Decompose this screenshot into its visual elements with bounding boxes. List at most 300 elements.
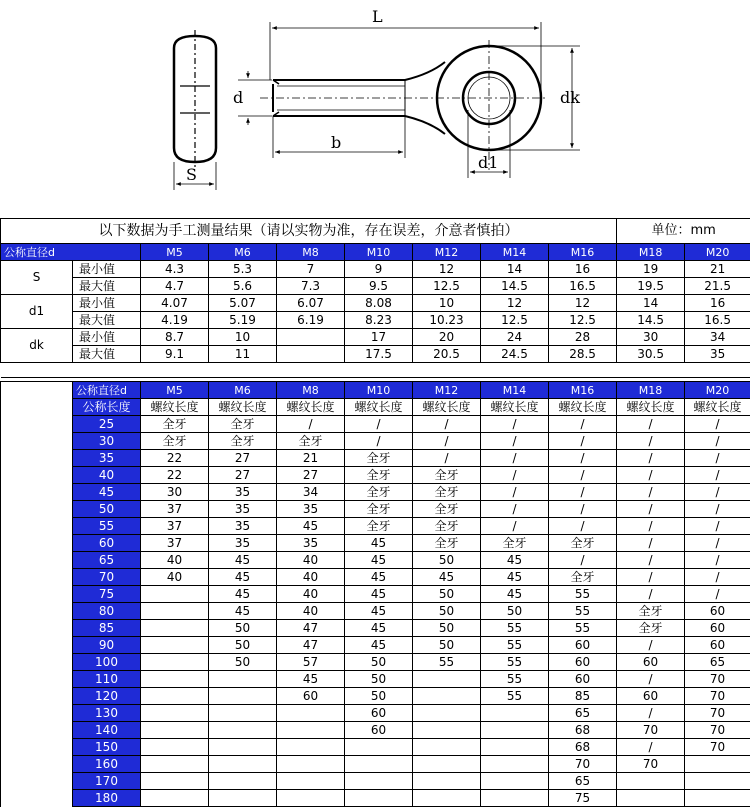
table-cell — [141, 586, 209, 603]
table-cell — [277, 329, 345, 346]
table-cell: 50 — [413, 637, 481, 654]
table-cell — [481, 756, 549, 773]
empty-margin — [1, 467, 73, 484]
thread-length-header: 螺纹长度 — [141, 399, 209, 416]
table-cell: 50 — [413, 603, 481, 620]
size-header: M8 — [277, 382, 345, 399]
table-cell: 45 — [209, 586, 277, 603]
table-cell — [345, 790, 413, 807]
length-value: 150 — [73, 739, 141, 756]
table-row — [1, 450, 750, 467]
table-cell: 21 — [277, 450, 345, 467]
table-cell: 12.5 — [413, 278, 481, 295]
table-cell: / — [617, 501, 685, 518]
table-cell: 全牙 — [413, 501, 481, 518]
table-cell: / — [345, 416, 413, 433]
table-cell: / — [549, 518, 617, 535]
table-cell — [209, 790, 277, 807]
table-cell: 30.5 — [617, 346, 685, 363]
table-row — [1, 586, 750, 603]
table-cell: / — [277, 416, 345, 433]
row-label: 最大值 — [73, 312, 141, 329]
row-label: 最大值 — [73, 346, 141, 363]
header-label: 公称直径d — [73, 382, 141, 399]
table-cell — [141, 637, 209, 654]
table-cell — [685, 773, 750, 790]
table-cell: 10 — [209, 329, 277, 346]
table-cell: 22 — [141, 450, 209, 467]
table-cell: 21.5 — [685, 278, 750, 295]
table-cell: 全牙 — [209, 433, 277, 450]
table-cell — [413, 790, 481, 807]
length-value: 130 — [73, 705, 141, 722]
table-cell: 45 — [413, 569, 481, 586]
table-cell: 45 — [345, 637, 413, 654]
table-cell — [617, 790, 685, 807]
table-row — [1, 416, 750, 433]
table-cell: 5.3 — [209, 261, 277, 278]
table-row — [1, 722, 750, 739]
table-cell: 6.07 — [277, 295, 345, 312]
table-cell: 60 — [345, 722, 413, 739]
table-cell: 45 — [345, 569, 413, 586]
table-cell: 全牙 — [549, 535, 617, 552]
length-value: 120 — [73, 688, 141, 705]
table-cell: 60 — [549, 637, 617, 654]
table-cell: 全牙 — [345, 467, 413, 484]
sub-header-row — [1, 399, 750, 416]
table-cell — [277, 773, 345, 790]
table-cell: 全牙 — [413, 467, 481, 484]
table-cell — [277, 756, 345, 773]
table-cell — [345, 756, 413, 773]
table-cell — [277, 346, 345, 363]
table-cell: / — [413, 450, 481, 467]
table-cell: 14.5 — [481, 278, 549, 295]
table-cell: 21 — [685, 261, 750, 278]
spacer-row — [1, 363, 750, 378]
table-cell — [209, 705, 277, 722]
dim-label-S: S — [186, 165, 197, 184]
table-row — [1, 278, 750, 295]
length-value: 160 — [73, 756, 141, 773]
table-cell: 50 — [413, 552, 481, 569]
table-cell: 55 — [549, 603, 617, 620]
table-cell: / — [617, 535, 685, 552]
table-cell: / — [685, 467, 750, 484]
table-cell: 68 — [549, 722, 617, 739]
table-cell: 全牙 — [345, 450, 413, 467]
table-cell: 8.23 — [345, 312, 413, 329]
table-cell: 14 — [481, 261, 549, 278]
table-cell: / — [685, 433, 750, 450]
table-cell: 35 — [685, 346, 750, 363]
table-cell: 40 — [277, 552, 345, 569]
table-cell — [209, 722, 277, 739]
table-cell: 27 — [209, 450, 277, 467]
table-cell: / — [617, 416, 685, 433]
size-header: M10 — [345, 382, 413, 399]
size-header: M16 — [549, 244, 617, 261]
table-cell: 55 — [549, 586, 617, 603]
table-cell: 12.5 — [481, 312, 549, 329]
table-cell — [141, 739, 209, 756]
table-cell: 20 — [413, 329, 481, 346]
empty-margin — [1, 484, 73, 501]
table-cell: 45 — [277, 671, 345, 688]
table-cell: 9 — [345, 261, 413, 278]
table-cell: / — [549, 433, 617, 450]
table-cell: 50 — [209, 654, 277, 671]
table-cell: 50 — [345, 671, 413, 688]
table-cell: 19.5 — [617, 278, 685, 295]
table-cell — [141, 756, 209, 773]
table-cell: 28.5 — [549, 346, 617, 363]
table-cell: 60 — [685, 637, 750, 654]
table-row — [1, 312, 750, 329]
size-header: M18 — [617, 244, 685, 261]
table-cell: 55 — [481, 688, 549, 705]
table-cell — [413, 773, 481, 790]
table-cell: 30 — [617, 329, 685, 346]
empty-margin — [1, 450, 73, 467]
empty-margin — [1, 535, 73, 552]
table-cell — [345, 739, 413, 756]
table-row — [1, 705, 750, 722]
table-cell: 65 — [549, 773, 617, 790]
table-cell: 55 — [413, 654, 481, 671]
table-cell: 9.5 — [345, 278, 413, 295]
table-cell: 20.5 — [413, 346, 481, 363]
table-cell: 45 — [345, 535, 413, 552]
table-cell: 70 — [685, 705, 750, 722]
table-cell: 60 — [345, 705, 413, 722]
table-cell: / — [481, 416, 549, 433]
table-row — [1, 295, 750, 312]
table-cell: 50 — [413, 620, 481, 637]
table-cell: 全牙 — [617, 620, 685, 637]
table-cell: 11 — [209, 346, 277, 363]
length-table — [0, 381, 750, 807]
table-cell: 45 — [209, 603, 277, 620]
table-cell: 14 — [617, 295, 685, 312]
empty-margin — [1, 722, 73, 739]
table-cell — [141, 620, 209, 637]
table-cell: / — [481, 433, 549, 450]
table-cell — [141, 705, 209, 722]
empty-margin — [1, 586, 73, 603]
size-header: M16 — [549, 382, 617, 399]
size-header: M5 — [141, 244, 209, 261]
table-row — [1, 535, 750, 552]
table-cell: / — [685, 416, 750, 433]
empty-margin — [1, 433, 73, 450]
table-cell: 45 — [481, 552, 549, 569]
length-value: 75 — [73, 586, 141, 603]
table-cell: 70 — [685, 671, 750, 688]
table-cell: 24 — [481, 329, 549, 346]
table-row — [1, 484, 750, 501]
table-cell: / — [617, 552, 685, 569]
table-row — [1, 501, 750, 518]
table-cell: 55 — [481, 637, 549, 654]
length-value: 85 — [73, 620, 141, 637]
table-cell: / — [617, 467, 685, 484]
table-cell — [209, 756, 277, 773]
thread-length-header: 螺纹长度 — [413, 399, 481, 416]
table-cell — [209, 671, 277, 688]
table-cell: / — [481, 467, 549, 484]
table-cell: / — [685, 552, 750, 569]
table-cell: 5.07 — [209, 295, 277, 312]
length-value: 140 — [73, 722, 141, 739]
table-cell: / — [481, 518, 549, 535]
empty-margin — [1, 552, 73, 569]
table-row — [1, 688, 750, 705]
table-cell: / — [617, 586, 685, 603]
table-cell — [345, 773, 413, 790]
table-cell: 27 — [277, 467, 345, 484]
table-cell: 37 — [141, 535, 209, 552]
dim-label-dk: dk — [560, 88, 580, 107]
table-cell: 16.5 — [685, 312, 750, 329]
table-cell — [685, 790, 750, 807]
thread-length-header: 螺纹长度 — [549, 399, 617, 416]
length-value: 65 — [73, 552, 141, 569]
empty-margin — [1, 739, 73, 756]
table-cell: / — [549, 552, 617, 569]
empty-margin — [1, 654, 73, 671]
table-cell — [481, 722, 549, 739]
table-cell: 45 — [345, 552, 413, 569]
table-cell: 12 — [481, 295, 549, 312]
param-label: S — [1, 261, 73, 295]
table-cell: 47 — [277, 620, 345, 637]
table-cell: 14.5 — [617, 312, 685, 329]
row-label: 最小值 — [73, 295, 141, 312]
table-cell: 全牙 — [277, 433, 345, 450]
table-cell: 50 — [345, 654, 413, 671]
header-label: 公称直径d — [1, 244, 141, 261]
table-cell — [413, 688, 481, 705]
thread-length-header: 螺纹长度 — [481, 399, 549, 416]
table-cell: / — [549, 450, 617, 467]
table-cell — [141, 603, 209, 620]
table-cell — [277, 790, 345, 807]
length-value: 35 — [73, 450, 141, 467]
empty-margin — [1, 773, 73, 790]
table-cell: 55 — [549, 620, 617, 637]
table-cell: 60 — [617, 688, 685, 705]
table-row — [1, 467, 750, 484]
empty-margin — [1, 756, 73, 773]
table-row — [1, 671, 750, 688]
table-cell: 全牙 — [481, 535, 549, 552]
table-cell — [481, 739, 549, 756]
empty-corner — [1, 382, 73, 399]
dim-label-b: b — [331, 133, 341, 152]
table-cell: 35 — [209, 501, 277, 518]
table-cell: 7.3 — [277, 278, 345, 295]
table-cell: 40 — [277, 603, 345, 620]
table-cell — [277, 705, 345, 722]
table-cell — [685, 756, 750, 773]
thread-length-header: 螺纹长度 — [277, 399, 345, 416]
table-cell: 4.07 — [141, 295, 209, 312]
table-cell: 50 — [413, 586, 481, 603]
table-cell: / — [685, 450, 750, 467]
title-row — [1, 219, 750, 244]
table-cell: 40 — [141, 569, 209, 586]
table-cell: 全牙 — [413, 518, 481, 535]
table-cell: 7 — [277, 261, 345, 278]
table-cell — [413, 739, 481, 756]
table-cell: 全牙 — [549, 569, 617, 586]
table-row — [1, 790, 750, 807]
table-cell: 22 — [141, 467, 209, 484]
table-cell: 45 — [481, 569, 549, 586]
table-cell: / — [685, 535, 750, 552]
table-cell: 55 — [481, 620, 549, 637]
param-label: dk — [1, 329, 73, 363]
table-cell: 68 — [549, 739, 617, 756]
table-cell: 16 — [685, 295, 750, 312]
table-cell: 60 — [277, 688, 345, 705]
size-header: M5 — [141, 382, 209, 399]
table-cell: / — [685, 569, 750, 586]
table-cell: 19 — [617, 261, 685, 278]
table-row — [1, 346, 750, 363]
table-cell: / — [549, 484, 617, 501]
spec-table — [0, 218, 750, 378]
thread-length-header: 螺纹长度 — [685, 399, 750, 416]
table-cell: 70 — [617, 722, 685, 739]
table-cell — [209, 688, 277, 705]
length-value: 40 — [73, 467, 141, 484]
length-value: 25 — [73, 416, 141, 433]
table-cell: 6.19 — [277, 312, 345, 329]
table-cell: 65 — [685, 654, 750, 671]
length-value: 180 — [73, 790, 141, 807]
table-cell: 50 — [345, 688, 413, 705]
table-cell: 45 — [345, 603, 413, 620]
table-cell: 35 — [209, 484, 277, 501]
table-cell: 17.5 — [345, 346, 413, 363]
table-title: 以下数据为手工测量结果（请以实物为准，存在误差，介意者慎拍） — [1, 219, 617, 244]
table-cell — [413, 671, 481, 688]
length-value: 50 — [73, 501, 141, 518]
size-header: M12 — [413, 382, 481, 399]
table-cell: / — [481, 450, 549, 467]
table-cell: / — [413, 416, 481, 433]
length-value: 90 — [73, 637, 141, 654]
table-cell: 全牙 — [413, 484, 481, 501]
table-cell — [141, 688, 209, 705]
table-cell: 37 — [141, 501, 209, 518]
table-cell: 40 — [277, 569, 345, 586]
empty-margin — [1, 637, 73, 654]
table-cell: 60 — [617, 654, 685, 671]
table-cell: 24.5 — [481, 346, 549, 363]
table-cell — [413, 756, 481, 773]
length-value: 110 — [73, 671, 141, 688]
table-cell — [141, 773, 209, 790]
table-cell: 17 — [345, 329, 413, 346]
table-cell: 57 — [277, 654, 345, 671]
table-cell: 12.5 — [549, 312, 617, 329]
table-cell — [209, 773, 277, 790]
table-cell: 12 — [549, 295, 617, 312]
length-value: 170 — [73, 773, 141, 790]
dim-label-d: d — [233, 88, 243, 107]
table-cell: 4.19 — [141, 312, 209, 329]
empty-margin — [1, 501, 73, 518]
length-header: 公称长度 — [73, 399, 141, 416]
table-cell: / — [413, 433, 481, 450]
table-cell: 47 — [277, 637, 345, 654]
empty-margin — [1, 790, 73, 807]
table-cell: / — [617, 518, 685, 535]
row-label: 最小值 — [73, 329, 141, 346]
empty-margin — [1, 688, 73, 705]
thread-length-header: 螺纹长度 — [617, 399, 685, 416]
spacer — [1, 363, 750, 378]
table-cell: / — [617, 484, 685, 501]
empty-corner — [1, 399, 73, 416]
table-cell — [617, 773, 685, 790]
empty-margin — [1, 518, 73, 535]
table-cell: / — [617, 433, 685, 450]
table-cell — [481, 773, 549, 790]
size-header-row — [1, 244, 750, 261]
table-cell: 5.19 — [209, 312, 277, 329]
size-header: M10 — [345, 244, 413, 261]
length-value: 45 — [73, 484, 141, 501]
table-cell — [481, 705, 549, 722]
table-cell: 45 — [345, 620, 413, 637]
table-cell: 45 — [277, 518, 345, 535]
table-cell: / — [549, 501, 617, 518]
table-cell: / — [617, 739, 685, 756]
table-cell: 85 — [549, 688, 617, 705]
empty-margin — [1, 569, 73, 586]
table-cell: 全牙 — [141, 433, 209, 450]
length-value: 80 — [73, 603, 141, 620]
table-cell: 4.3 — [141, 261, 209, 278]
empty-margin — [1, 671, 73, 688]
table-row — [1, 739, 750, 756]
table-cell: 全牙 — [209, 416, 277, 433]
table-cell: / — [481, 484, 549, 501]
size-header: M8 — [277, 244, 345, 261]
table-cell — [209, 739, 277, 756]
table-cell — [277, 722, 345, 739]
unit-label: 单位：mm — [617, 219, 750, 244]
table-cell: 34 — [685, 329, 750, 346]
table-cell: 16 — [549, 261, 617, 278]
table-cell: 12 — [413, 261, 481, 278]
table-row — [1, 569, 750, 586]
table-cell: 4.7 — [141, 278, 209, 295]
table-cell: 27 — [209, 467, 277, 484]
table-cell — [141, 722, 209, 739]
table-cell: 55 — [481, 671, 549, 688]
table-cell: 70 — [685, 722, 750, 739]
table-cell: 45 — [209, 552, 277, 569]
length-value: 55 — [73, 518, 141, 535]
table-row — [1, 637, 750, 654]
table-cell: 34 — [277, 484, 345, 501]
